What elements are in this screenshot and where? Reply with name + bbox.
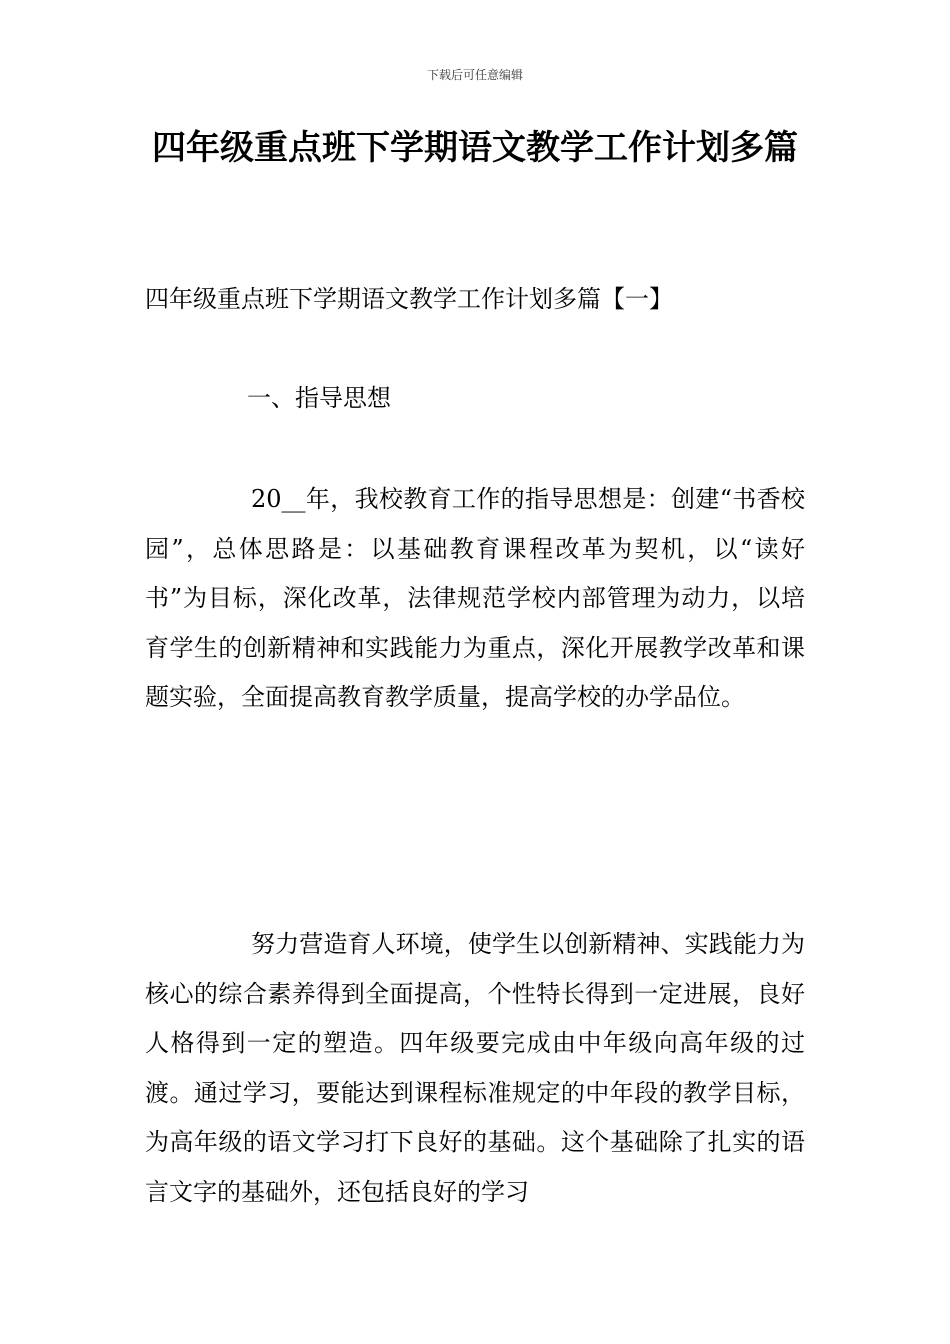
section-title: 四年级重点班下学期语文教学工作计划多篇【一】 bbox=[145, 285, 673, 313]
header-note: 下载后可任意编辑 bbox=[426, 68, 523, 82]
document-title: 四年级重点班下学期语文教学工作计划多篇 bbox=[152, 128, 798, 168]
paragraph-2-text: 努力营造育人环境，使学生以创新精神、实践能力为核心的综合素养得到全面提高，个性特长得到一定进展，良好人格得到一定的塑造。四年级要完成由中年级向高年级的过渡。通过学习，要能达到课程标准规定的中年段的教学目标，为高年级的语文学习打下良好的基础。这个基础除了扎实的语言文字的基础外，还包括良好的学习 bbox=[145, 930, 805, 1206]
heading-guiding-ideology: 一、指导思想 bbox=[247, 384, 391, 412]
paragraph-1-text: 20__年，我校教育工作的指导思想是：创建“书香校园”，总体思路是：以基础教育课程改革为契机，以“读好书”为目标，深化改革，法律规范学校内部管理为动力，以培育学生的创新精神和实践能力为重点，深化开展教学改革和课题实验，全面提高教育教学质量，提高学校的办学品位。 bbox=[145, 485, 805, 711]
paragraph-1 bbox=[145, 475, 805, 723]
paragraph-2 bbox=[145, 920, 805, 1217]
